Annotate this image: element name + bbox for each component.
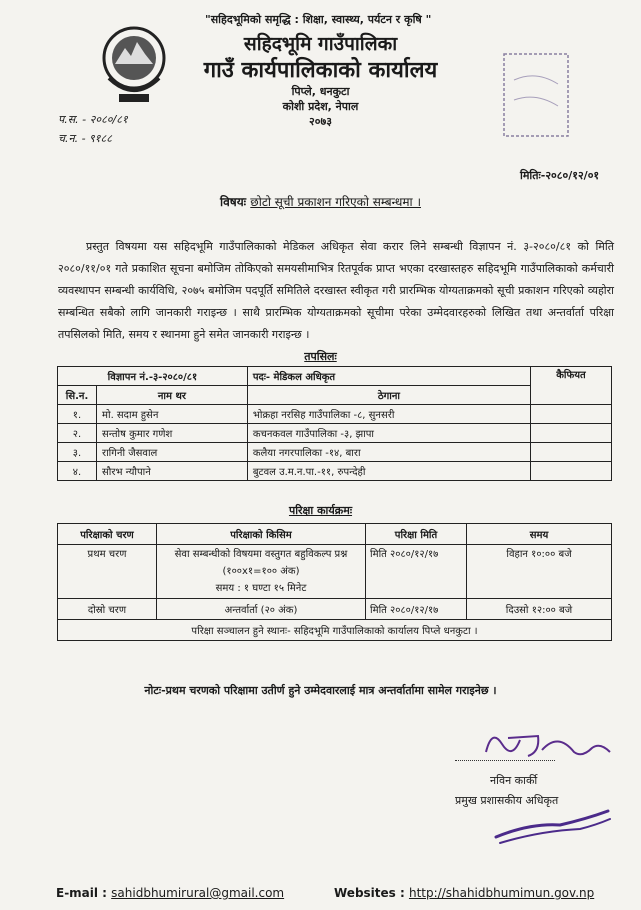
row-name: सन्तोष कुमार गणेश <box>97 424 248 443</box>
reference-ps: प.स. - २०८०/८१ <box>58 113 128 126</box>
table-row <box>58 599 612 620</box>
type-line: सेवा सम्बन्धीको विषयमा वस्तुगत बहुविकल्प प्रश्न <box>174 549 348 560</box>
row-remarks <box>531 424 612 443</box>
signature-line <box>455 760 555 761</box>
row-name: सौरभ न्यौपाने <box>97 462 248 481</box>
type-cell: अन्तर्वार्ता (२० अंक) <box>157 599 366 620</box>
footer-website <box>334 886 594 900</box>
type-line: (१००x१=१०० अंक) <box>222 566 300 577</box>
row-remarks <box>531 405 612 424</box>
established-year: २०७३ <box>309 115 332 128</box>
table-row <box>58 443 612 462</box>
time-cell: दिउसो १२:०० बजे <box>467 599 612 620</box>
col-stage-header: परिक्षाको चरण <box>58 524 157 545</box>
row-sn: १. <box>58 405 97 424</box>
body-paragraph: प्रस्तुत विषयमा यस सहिदभूमि गाउँपालिकाको मेडिकल अधिकृत सेवा करार लिने सम्बन्धी विज्ञापन नं. ३-२०८०/८१ को मिति २०८०/११/०१ गते प्रकाशित सूचना बमोजिम तोकिएको समयसीमाभित्र रितपूर्वक प्राप्त भएका दरखास्तहरु सहिदभूमि गाउँपालिकाको कर्मचारी व्यवस्थापन सम्बन्धी कार्यविधि, २०७५ बमोजिम पदपूर्ति समितिले दरखास्त स्वीकृत गरी प्रारम्भिक योग्यताक्रमको सूची प्रकाशन गरिएको व्यहोरा सम्बन्धित सबैको लागि जानकारी गराइन्छ । साथै प्रारम्भिक योग्यताक्रमको सूचीमा परेका उम्मेदवारहरुको लिखित तथा अन्तर्वार्ता परिक्षा तपसिलको मिति, समय र स्थानमा हुने समेत जानकारी गराइन्छ । <box>58 240 614 341</box>
date-cell: मिति २०८०/१२/१७ <box>366 599 467 620</box>
row-sn: ३. <box>58 443 97 462</box>
row-address: बुटवल उ.म.न.पा.-११, रुपन्देही <box>247 462 530 481</box>
website-label: Websites : <box>334 886 409 900</box>
row-sn: २. <box>58 424 97 443</box>
subject-line <box>0 193 641 210</box>
signatory-name: नविन कार्की <box>490 774 538 787</box>
table-row <box>58 462 612 481</box>
row-address: कचनकवल गाउँपालिका -३, झापा <box>247 424 530 443</box>
table-row <box>58 424 612 443</box>
stage-cell: दोस्रो चरण <box>58 599 157 620</box>
col-name-header: नाम थर <box>97 386 248 405</box>
signatory-title: प्रमुख प्रशासकीय अधिकृत <box>455 794 559 807</box>
reference-cn: च.न. - ९१८८ <box>58 132 112 145</box>
col-time-header: समय <box>467 524 612 545</box>
col-date-header: परिक्षा मिति <box>366 524 467 545</box>
row-remarks <box>531 462 612 481</box>
letter-date: मितिः-२०८०/१२/०१ <box>520 169 600 182</box>
tapsil-label: तपसिलः <box>304 350 337 363</box>
time-cell: विहान १०:०० बजे <box>467 545 612 599</box>
table-row <box>58 545 612 599</box>
official-stamp <box>490 805 615 845</box>
post-header: पदः- मेडिकल अधिकृत <box>247 367 530 386</box>
date-cell: मिति २०८०/१२/१७ <box>366 545 467 599</box>
venue-cell: परिक्षा सञ्चालन हुने स्थानः- सहिदभूमि गाउँपालिकाको कार्यालय पिप्ले धनकुटा । <box>58 620 612 641</box>
office-name: सहिदभूमि गाउँपालिका <box>243 33 398 55</box>
subject-label: विषयः <box>220 195 247 209</box>
email-link[interactable]: sahidbhumirural@gmail.com <box>111 886 285 900</box>
table-row <box>58 405 612 424</box>
remarks-header: कैफियत <box>531 367 612 405</box>
row-address: भोक्रहा नरसिह गाउँपालिका -८, सुनसरी <box>247 405 530 424</box>
website-link[interactable]: http://shahidbhumimun.gov.np <box>408 886 595 900</box>
address-line-2: कोशी प्रदेश, नेपाल <box>282 100 359 113</box>
office-title: गाउँ कार्यपालिकाको कार्यालय <box>203 58 438 83</box>
row-sn: ४. <box>58 462 97 481</box>
office-motto: "सहिदभूमिको समृद्धि : शिक्षा, स्वास्थ्य, पर्यटन र कृषि " <box>205 13 432 26</box>
footer-email <box>56 886 284 900</box>
row-address: कलैया नगरपालिका -१४, बारा <box>247 443 530 462</box>
note-text: नोटः-प्रथम चरणको परिक्षामा उतीर्ण हुने उम्मेदवारलाई मात्र अन्तर्वार्तामा सामेल गराइनेछ । <box>144 684 497 697</box>
row-name: रागिनी जैसवाल <box>97 443 248 462</box>
ad-number-header: विज्ञापन नं.-३-२०८०/८१ <box>58 367 248 386</box>
table-row <box>58 620 612 641</box>
stage-cell: प्रथम चरण <box>58 545 157 599</box>
type-cell <box>157 545 366 599</box>
col-type-header: परिक्षाको किसिम <box>157 524 366 545</box>
exam-program-label: परिक्षा कार्यक्रमः <box>288 504 353 517</box>
email-label: E-mail : <box>56 886 112 900</box>
type-line: समय : १ घण्टा १५ मिनेट <box>215 583 307 594</box>
shortlist-table <box>57 366 612 481</box>
col-address-header: ठेगाना <box>247 386 530 405</box>
address-line-1: पिप्ले, धनकुटा <box>291 85 350 98</box>
exam-schedule-table <box>57 523 612 641</box>
subject-text: छोटो सूची प्रकाशन गरिएको सम्बन्धमा । <box>250 195 421 209</box>
row-remarks <box>531 443 612 462</box>
registration-stamp <box>500 50 572 140</box>
col-sn-header: सि.न. <box>58 386 97 405</box>
row-name: मो. सदाम हुसेन <box>97 405 248 424</box>
